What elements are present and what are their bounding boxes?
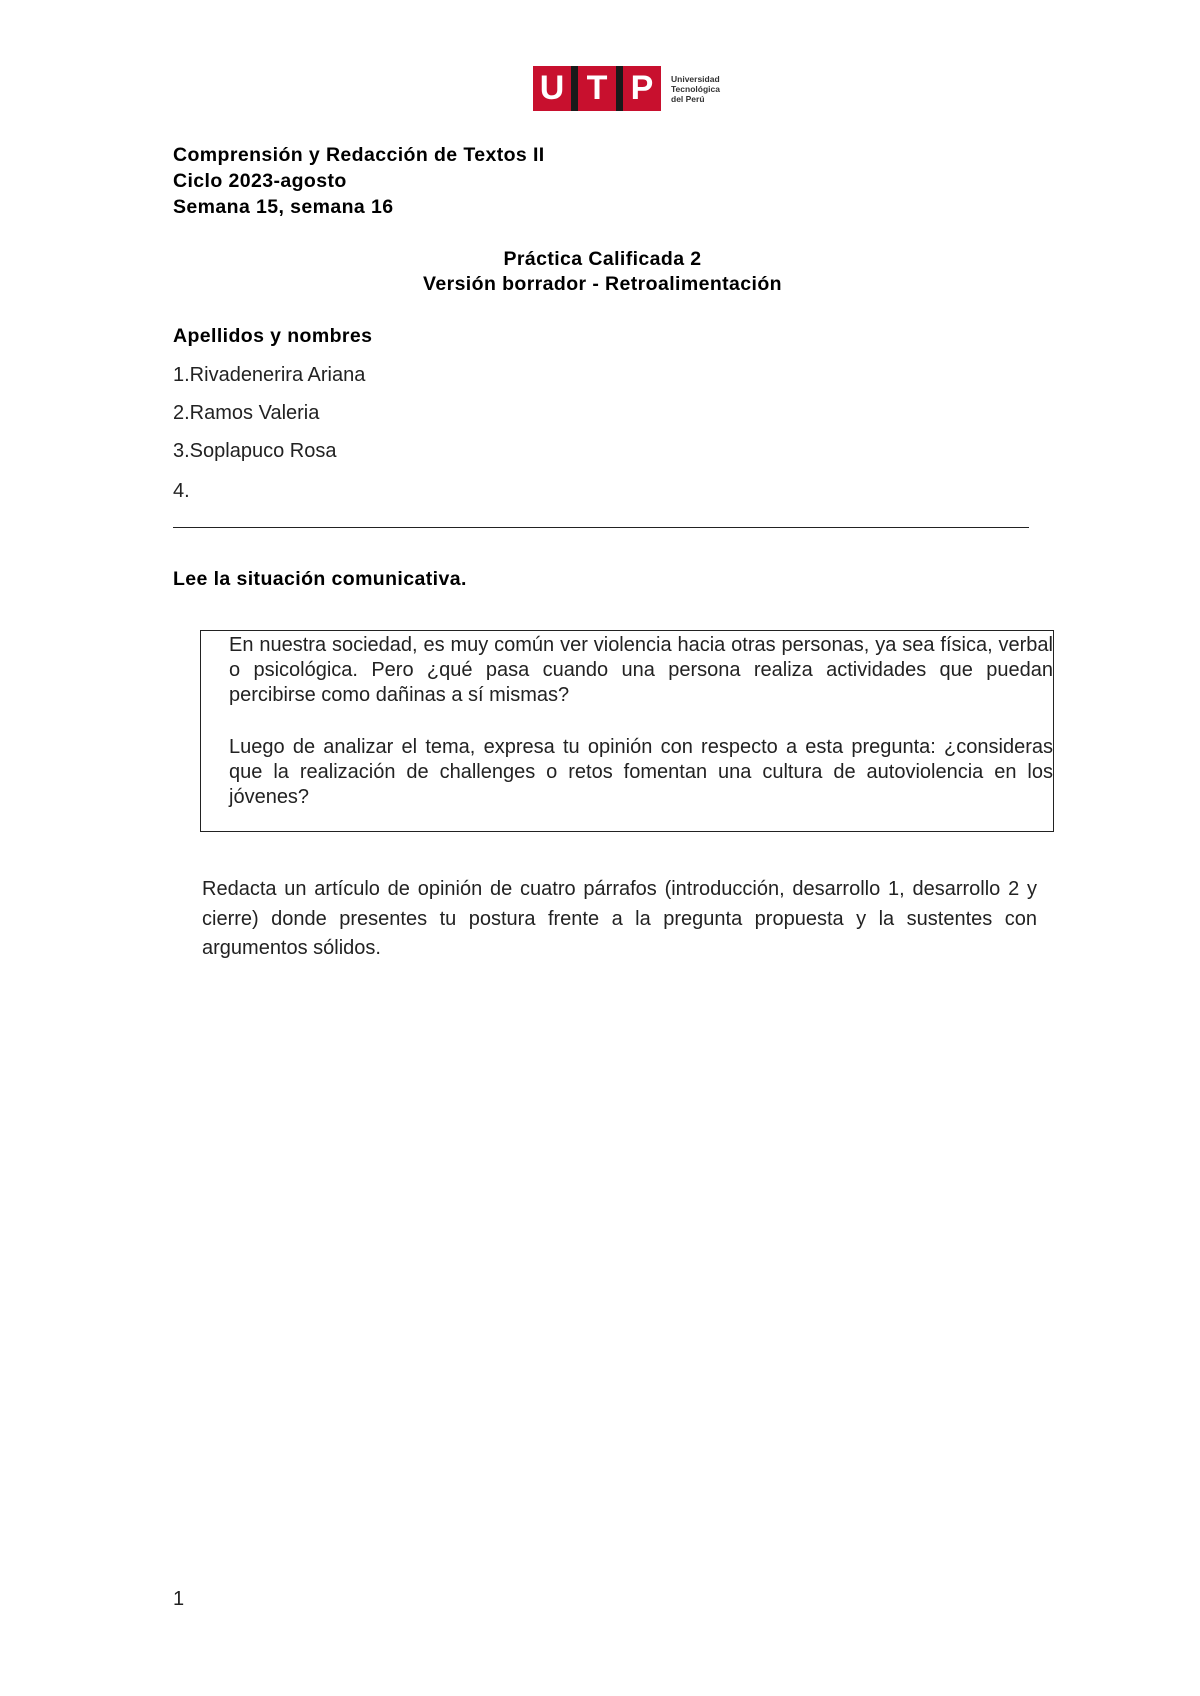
document-subtitle: Versión borrador - Retroalimentación bbox=[423, 273, 782, 295]
cycle-label: Ciclo 2023-agosto bbox=[173, 170, 347, 192]
logo-text-line: Universidad bbox=[671, 73, 720, 84]
student-item: 1.Rivadenerira Ariana bbox=[173, 364, 366, 386]
page-number: 1 bbox=[173, 1588, 185, 1610]
logo-text-line: del Perú bbox=[671, 93, 705, 104]
situation-paragraph: En nuestra sociedad, es muy común ver violencia hacia otras personas, ya sea física, verbal o psicológica. Pero ¿qué pasa cuando una persona realiza actividades que puedan percibirse como dañinas a sí mismas? bbox=[229, 634, 1053, 706]
logo-separator bbox=[616, 66, 623, 111]
student-item: 4. bbox=[173, 480, 190, 502]
blank-name-line bbox=[173, 527, 1029, 528]
student-item: 3.Soplapuco Rosa bbox=[173, 440, 337, 462]
logo-separator bbox=[571, 66, 578, 111]
logo-letter-p: P bbox=[630, 69, 654, 107]
logo-wordmark bbox=[671, 74, 720, 104]
students-heading: Apellidos y nombres bbox=[173, 325, 373, 347]
situation-question: Luego de analizar el tema, expresa tu opinión con respecto a esta pregunta: ¿consideras que la realización de challenges o retos fomentan una cultura de autoviolencia en los jóvenes? bbox=[229, 736, 1053, 808]
logo-letter-u: U bbox=[539, 69, 565, 107]
course-name: Comprensión y Redacción de Textos II bbox=[173, 144, 545, 166]
student-item: 2.Ramos Valeria bbox=[173, 402, 320, 424]
situation-heading: Lee la situación comunicativa. bbox=[173, 568, 467, 590]
document-title: Práctica Calificada 2 bbox=[503, 248, 702, 270]
logo-letter-t: T bbox=[586, 69, 608, 107]
logo-text-line: Tecnológica bbox=[671, 83, 720, 94]
utp-logo bbox=[533, 66, 720, 111]
logo-mark bbox=[533, 66, 661, 111]
weeks-label: Semana 15, semana 16 bbox=[173, 196, 394, 218]
writing-instruction: Redacta un artículo de opinión de cuatro párrafos (introducción, desarrollo 1, desarrollo 2 y cierre) donde presentes tu postura frente a la pregunta propuesta y la sustentes con argumentos sólidos. bbox=[202, 878, 1037, 959]
